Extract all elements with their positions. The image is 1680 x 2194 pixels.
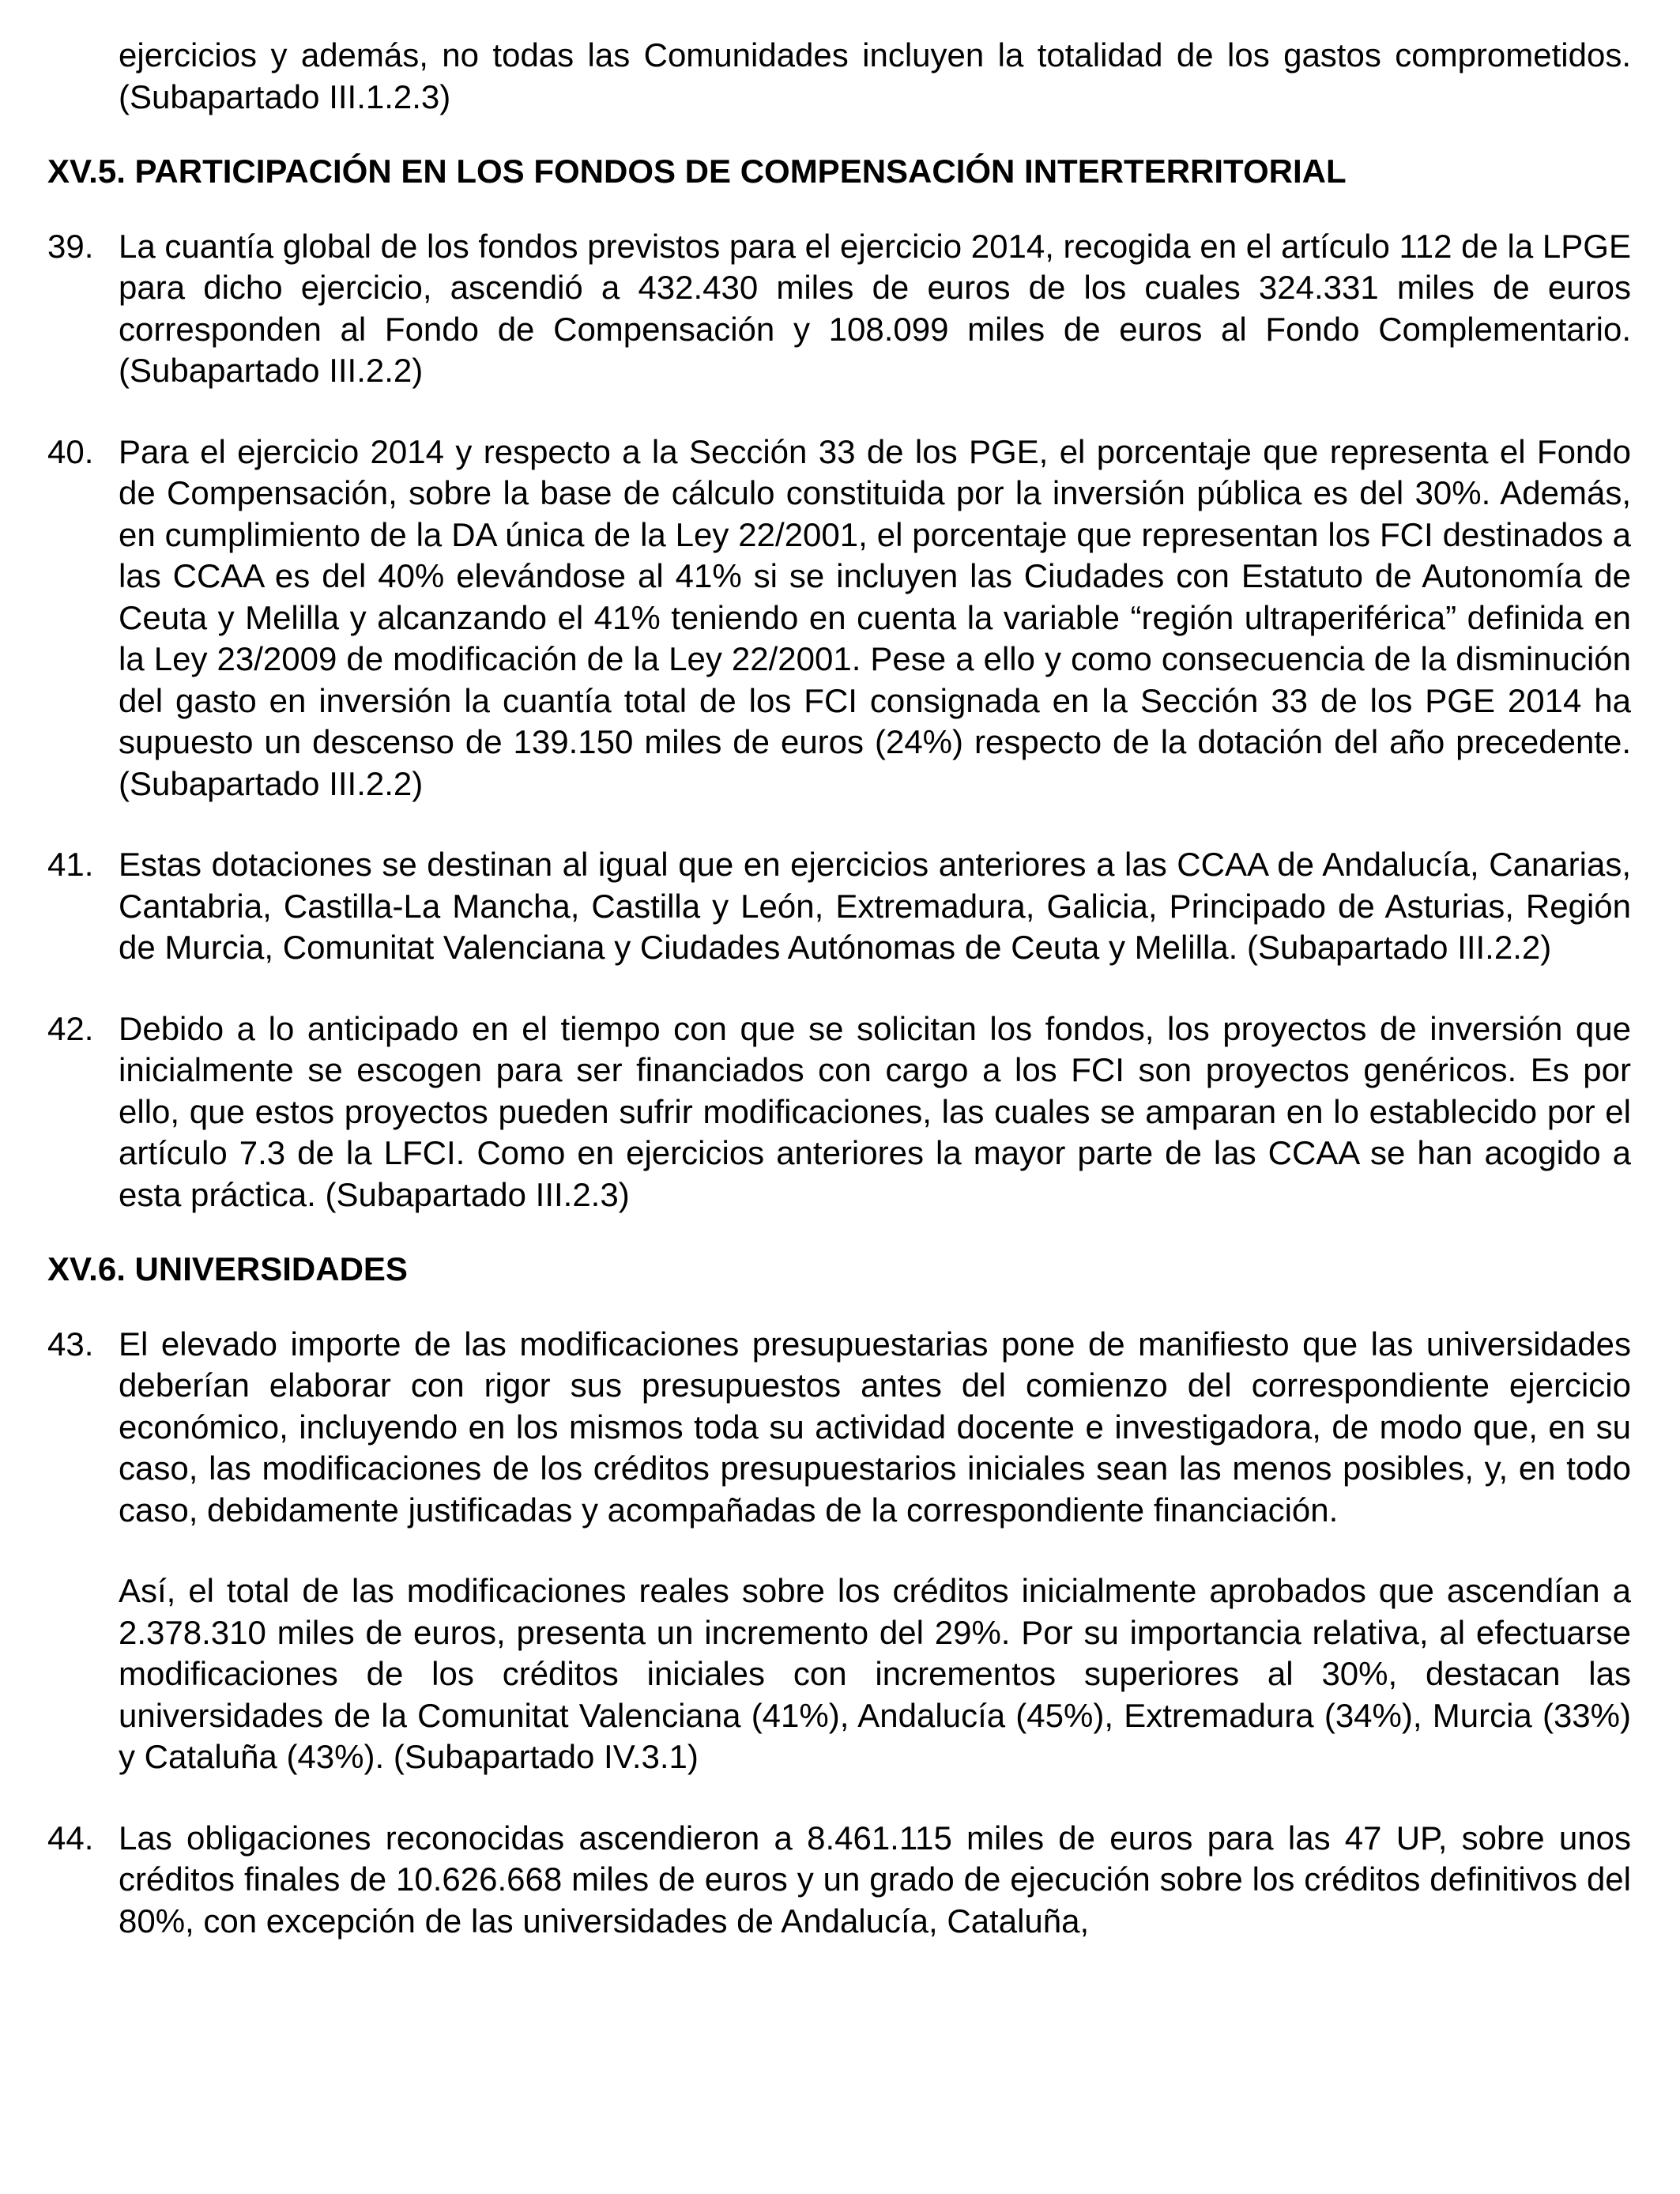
- paragraph-text: La cuantía global de los fondos previstos para el ejercicio 2014, recogida en el artículo 112 de la LPGE para dicho ejercicio, ascendió a 432.430 miles de euros de los cuales 324.331 miles de euros corresponden al Fondo de Compensación y 108.099 miles de euros al Fondo Complementario. (Subapartado III.2.2): [119, 227, 1631, 389]
- paragraph-42: [47, 1008, 1631, 1216]
- paragraph-number: 41.: [47, 846, 94, 883]
- section-5-heading: XV.5. PARTICIPACIÓN EN LOS FONDOS DE COMPENSACIÓN INTERTERRITORIAL: [47, 153, 1347, 190]
- paragraph-number: 44.: [47, 1819, 94, 1857]
- paragraph-text: Las obligaciones reconocidas ascendieron a 8.461.115 miles de euros para las 47 UP, sobre unos créditos finales de 10.626.668 miles de euros y un grado de ejecución sobre los créditos definitivos del 80%, con excepción de las universidades de Andalucía, Cataluña,: [119, 1819, 1631, 1940]
- paragraph-number: 39.: [47, 227, 94, 265]
- paragraph-41: [47, 844, 1631, 969]
- paragraph-text: Estas dotaciones se destinan al igual que en ejercicios anteriores a las CCAA de Andalucía, Canarias, Cantabria, Castilla-La Mancha, Castilla y León, Extremadura, Galicia, Principado de Asturias, Región de Murcia, Comunitat Valenciana y Ciudades Autónomas de Ceuta y Melilla. (Subapartado III.2.2): [119, 846, 1631, 966]
- paragraph-text: Debido a lo anticipado en el tiempo con que se solicitan los fondos, los proyectos de inversión que inicialmente se escogen para ser financiados con cargo a los FCI son proyectos genéricos. Es por ello, que estos proyectos pueden sufrir modificaciones, las cuales se amparan en lo establecido por el artículo 7.3 de la LFCI. Como en ejercicios anteriores la mayor parte de las CCAA se han acogido a esta práctica. (Subapartado III.2.3): [119, 1009, 1631, 1213]
- paragraph-43: [47, 1324, 1631, 1532]
- paragraph-44: [47, 1818, 1631, 1943]
- paragraph-43-continuation: Así, el total de las modificaciones reales sobre los créditos inicialmente aprobados que ascendían a 2.378.310 miles de euros, presenta un incremento del 29%. Por su importancia relativa, al efectuarse modificaciones de los créditos iniciales con incrementos superiores al 30%, destacan las universidades de la Comunitat Valenciana (41%), Andalucía (45%), Extremadura (34%), Murcia (33%) y Cataluña (43%). (Subapartado IV.3.1): [119, 1572, 1631, 1775]
- paragraph-40: [47, 432, 1631, 805]
- section-6-heading: XV.6. UNIVERSIDADES: [47, 1250, 408, 1287]
- paragraph-39: [47, 226, 1631, 392]
- paragraph-number: 42.: [47, 1009, 94, 1047]
- intro-paragraph: ejercicios y además, no todas las Comunidades incluyen la totalidad de los gastos comprometidos. (Subapartado III.1.2.3): [119, 36, 1631, 115]
- paragraph-text: El elevado importe de las modificaciones presupuestarias pone de manifiesto que las universidades deberían elaborar con rigor sus presupuestos antes del comienzo del correspondiente ejercicio económico, incluyendo en los mismos toda su actividad docente e investigadora, de modo que, en su caso, las modificaciones de los créditos presupuestarios iniciales sean las menos posibles, y, en todo caso, debidamente justificadas y acompañadas de la correspondiente financiación.: [119, 1325, 1631, 1529]
- paragraph-number: 40.: [47, 432, 94, 470]
- paragraph-text: Para el ejercicio 2014 y respecto a la Sección 33 de los PGE, el porcentaje que representa el Fondo de Compensación, sobre la base de cálculo constituida por la inversión pública es del 30%. Además, en cumplimiento de la DA única de la Ley 22/2001, el porcentaje que representan los FCI destinados a las CCAA es del 40% elevándose al 41% si se incluyen las Ciudades con Estatuto de Autonomía de Ceuta y Melilla y alcanzando el 41% teniendo en cuenta la variable “región ultraperiférica” definida en la Ley 23/2009 de modificación de la Ley 22/2001. Pese a ello y como consecuencia de la disminución del gasto en inversión la cuantía total de los FCI consignada en la Sección 33 de los PGE 2014 ha supuesto un descenso de 139.150 miles de euros (24%) respecto de la dotación del año precedente. (Subapartado III.2.2): [119, 432, 1631, 802]
- paragraph-number: 43.: [47, 1325, 94, 1363]
